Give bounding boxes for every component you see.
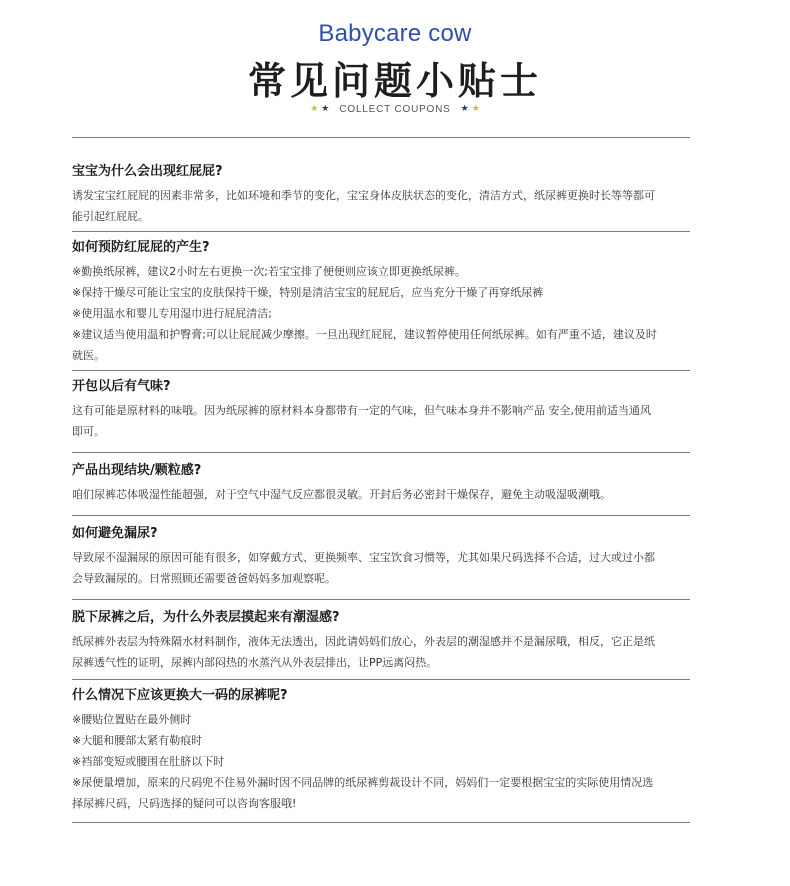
- answer-line: ※裆部变短或腰围在肚脐以下时: [72, 755, 225, 768]
- answer-line: 择尿裤尺码，尺码选择的疑问可以咨询客服哦!: [72, 797, 297, 810]
- answer-line: 咱们尿裤芯体吸湿性能超强，对于空气中湿气反应都很灵敏。开封后务必密封干燥保存，避免主动吸湿吸潮哦。: [72, 488, 611, 501]
- left-stars: [310, 103, 329, 115]
- faq-question: 什么情况下应该更换大一码的尿裤呢?: [72, 688, 288, 703]
- answer-line: ※保持干燥尽可能让宝宝的皮肤保持干燥，特别是清洁宝宝的屁屁后，应当充分干燥了再穿纸尿裤: [72, 286, 544, 299]
- faq-answer: [72, 631, 692, 673]
- faq-question: 宝宝为什么会出现红屁屁?: [72, 164, 223, 179]
- divider: [72, 822, 690, 823]
- answer-line: ※大腿和腰部太紧有勒痕时: [72, 734, 203, 747]
- faq-question: 如何预防红屁屁的产生?: [72, 240, 210, 255]
- divider: [72, 137, 690, 138]
- faq-answer: [72, 185, 692, 227]
- star-icon: ★: [471, 104, 480, 114]
- faq-question: 如何避免漏尿?: [72, 526, 158, 541]
- divider: [72, 452, 690, 453]
- answer-line: 就医。: [72, 349, 105, 362]
- faq-question: 脱下尿裤之后，为什么外表层摸起来有潮湿感?: [72, 610, 340, 625]
- answer-line: ※使用温水和婴儿专用湿巾进行屁屁清洁;: [72, 307, 272, 320]
- answer-line: 纸尿裤外表层为特殊隔水材料制作，液体无法透出，因此请妈妈们放心，外表层的潮湿感并不是漏尿哦，相反，它正是纸: [72, 635, 655, 648]
- answer-line: 能引起红屁屁。: [72, 210, 149, 223]
- answer-line: ※尿便量增加，原来的尺码兜不住易外漏时因不同品牌的纸尿裤剪裁设计不同，妈妈们一定要根据宝宝的实际使用情况选: [72, 776, 654, 789]
- divider: [72, 515, 690, 516]
- answer-line: ※腰贴位置贴在最外侧时: [72, 713, 192, 726]
- faq-section-red-bottom: [72, 163, 692, 227]
- divider: [72, 599, 690, 600]
- answer-line: 诱发宝宝红屁屁的因素非常多，比如环境和季节的变化，宝宝身体皮肤状态的变化，清洁方式，纸尿裤更换时长等等都可: [72, 189, 655, 202]
- faq-section-damp-surface: [72, 609, 692, 673]
- faq-section-leak: [72, 525, 692, 589]
- answer-line: ※建议适当使用温和护臀膏;可以让屁屁减少摩擦。一旦出现红屁屁，建议暂停使用任何纸尿裤。如有严重不适，建议及时: [72, 328, 657, 341]
- right-stars: [461, 103, 480, 115]
- faq-answer: [72, 261, 692, 366]
- page-subtitle: COLLECT COUPONS: [339, 103, 451, 115]
- star-icon: ★: [321, 104, 330, 114]
- answer-line: 这有可能是原材料的味哦。因为纸尿裤的原材料本身都带有一定的气味，但气味本身并不影响产品 安全,使用前适当通风: [72, 404, 651, 417]
- faq-answer: [72, 484, 692, 505]
- faq-section-prevent-red-bottom: [72, 239, 692, 366]
- brand-logo-text: Babycare cow: [318, 20, 472, 47]
- answer-line: ※勤换纸尿裤，建议2小时左右更换一次;若宝宝排了便便则应该立即更换纸尿裤。: [72, 265, 466, 278]
- answer-line: 导致尿不湿漏尿的原因可能有很多，如穿戴方式、更换频率、宝宝饮食习惯等，尤其如果尺码选择不合适，过大或过小都: [72, 551, 655, 564]
- star-icon: ★: [460, 104, 469, 114]
- divider: [72, 679, 690, 680]
- faq-answer: [72, 547, 692, 589]
- subtitle-row: [0, 103, 790, 115]
- faq-question: 产品出现结块/颗粒感?: [72, 463, 202, 478]
- faq-answer: [72, 709, 692, 814]
- star-icon: ★: [310, 104, 319, 114]
- faq-section-odor: [72, 378, 692, 442]
- answer-line: 会导致漏尿的。日常照顾还需要爸爸妈妈多加观察呢。: [72, 572, 336, 585]
- divider: [72, 231, 690, 232]
- answer-line: 尿裤透气性的证明，尿裤内部闷热的水蒸汽从外表层排出，让PP远离闷热。: [72, 656, 438, 669]
- divider: [72, 370, 690, 371]
- faq-section-size-up: [72, 687, 692, 814]
- page-title: 常见问题小贴士: [247, 59, 542, 103]
- faq-answer: [72, 400, 692, 442]
- answer-line: 即可。: [72, 425, 105, 438]
- faq-question: 开包以后有气味?: [72, 379, 171, 394]
- faq-section-clumping: [72, 462, 692, 505]
